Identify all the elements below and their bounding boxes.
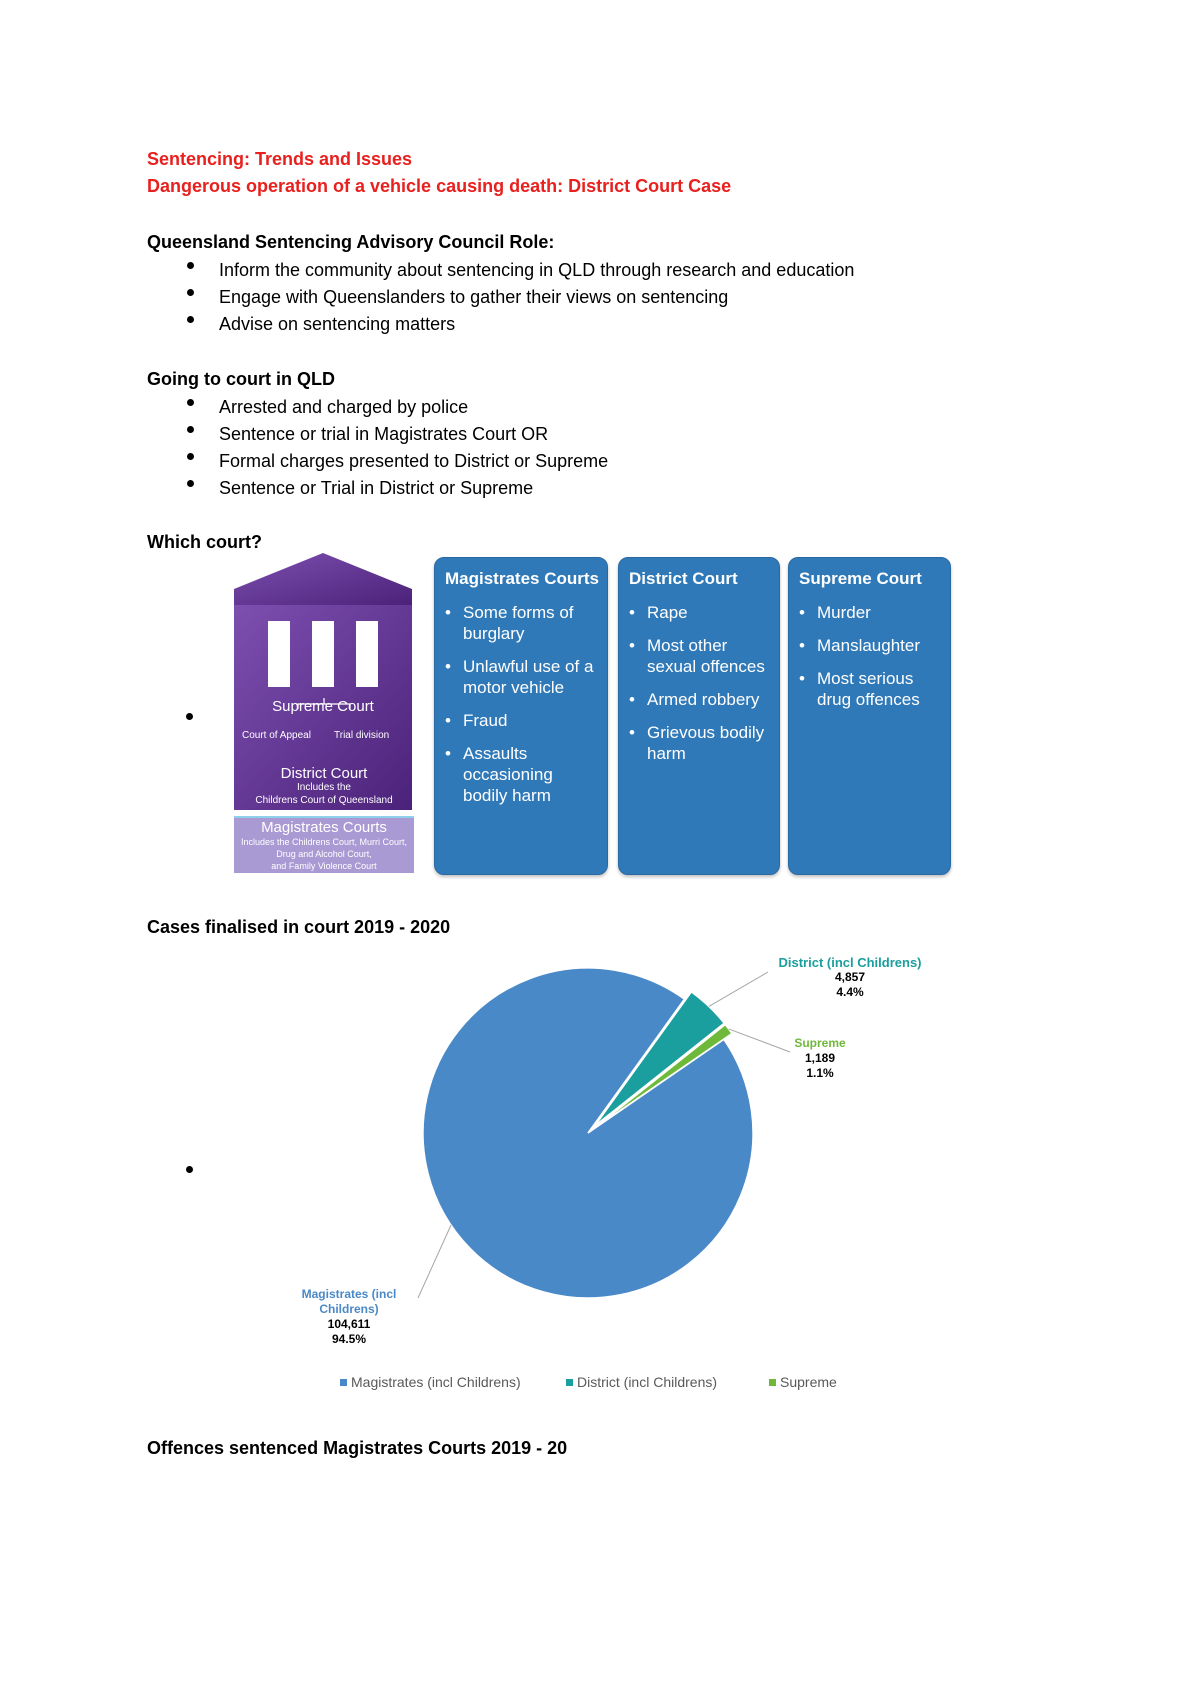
magistrates-courts-sub: and Family Violence Court bbox=[271, 861, 377, 871]
pie-label-name: Supreme bbox=[794, 1036, 846, 1050]
going-item: Arrested and charged by police bbox=[219, 397, 469, 417]
magistrates-courts-sub: Drug and Alcohol Court, bbox=[276, 849, 372, 859]
box-item: • Rape bbox=[629, 602, 771, 623]
offences-heading: Offences sentenced Magistrates Courts 2019 - 20 bbox=[147, 1438, 568, 1458]
box-item: • Grievous bodily harm bbox=[629, 722, 771, 764]
district-court-sub: Childrens Court of Queensland bbox=[255, 795, 393, 806]
pie-label-supreme bbox=[780, 1036, 860, 1081]
box-item: • Most other sexual offences bbox=[629, 635, 771, 677]
district-court-sub: Includes the bbox=[297, 782, 351, 793]
pie-label-magistrates bbox=[284, 1287, 414, 1347]
legend-item bbox=[566, 1374, 717, 1390]
box-item: • Murder bbox=[799, 602, 942, 623]
going-item: Sentence or Trial in District or Supreme bbox=[219, 478, 534, 498]
legend-swatch bbox=[769, 1379, 776, 1386]
pie-label-district bbox=[770, 955, 930, 1000]
qsac-heading: Queensland Sentencing Advisory Council Role: bbox=[147, 232, 555, 252]
box-title: Magistrates Courts bbox=[445, 569, 599, 588]
legend-label: District (incl Childrens) bbox=[577, 1374, 718, 1390]
box-item: • Fraud bbox=[445, 710, 599, 731]
qsac-item: Advise on sentencing matters bbox=[219, 314, 456, 334]
legend-item bbox=[340, 1374, 521, 1390]
qsac-item: Inform the community about sentencing in QLD through research and education bbox=[219, 260, 855, 280]
qsac-item: Engage with Queenslanders to gather their views on sentencing bbox=[219, 287, 729, 307]
magistrates-courts-sub: Includes the Childrens Court, Murri Court, bbox=[240, 837, 408, 847]
district-court-label: District Court bbox=[280, 765, 368, 782]
which-heading: Which court? bbox=[147, 532, 262, 552]
box-item: • Some forms of burglary bbox=[445, 602, 599, 644]
pie-label-name: District (incl Childrens) bbox=[778, 955, 922, 970]
legend-item bbox=[769, 1374, 837, 1390]
pie-label-value: 1,189 bbox=[804, 1051, 836, 1065]
cases-heading: Cases finalised in court 2019 - 2020 bbox=[147, 917, 451, 937]
legend-swatch bbox=[340, 1379, 347, 1386]
box-title: District Court bbox=[629, 569, 738, 588]
legend-swatch bbox=[566, 1379, 573, 1386]
box-item: • Manslaughter bbox=[799, 635, 942, 656]
box-title: Supreme Court bbox=[799, 569, 922, 588]
trial-division-label: Trial division bbox=[334, 730, 390, 741]
going-item: Formal charges presented to District or Supreme bbox=[219, 451, 609, 471]
going-item: Sentence or trial in Magistrates Court OR bbox=[219, 424, 549, 444]
box-item: • Most serious drug offences bbox=[799, 668, 942, 710]
legend-label: Magistrates (incl Childrens) bbox=[351, 1374, 521, 1390]
pie-label-name: Magistrates (incl Childrens) bbox=[301, 1287, 397, 1316]
pie-label-value: 4,857 bbox=[834, 970, 866, 984]
leader-line-district bbox=[709, 972, 768, 1006]
supreme-court-label: Supreme Court bbox=[272, 698, 374, 715]
leader-line-magistrates bbox=[418, 1225, 451, 1298]
pie-label-percent: 1.1% bbox=[806, 1066, 834, 1080]
document-title: Sentencing: Trends and Issues bbox=[147, 149, 413, 169]
box-item: • Assaults occasioning bodily harm bbox=[445, 743, 599, 806]
legend-label: Supreme bbox=[780, 1374, 837, 1390]
box-item: • Unlawful use of a motor vehicle bbox=[445, 656, 599, 698]
box-item: • Armed robbery bbox=[629, 689, 771, 710]
pie-label-percent: 94.5% bbox=[331, 1332, 367, 1346]
going-heading: Going to court in QLD bbox=[147, 369, 335, 389]
pie-label-percent: 4.4% bbox=[836, 985, 864, 999]
document-subtitle: Dangerous operation of a vehicle causing death: District Court Case bbox=[147, 176, 732, 196]
magistrates-courts-label: Magistrates Courts bbox=[261, 819, 387, 836]
pie-label-value: 104,611 bbox=[327, 1317, 371, 1331]
court-of-appeal-label: Court of Appeal bbox=[242, 730, 311, 741]
